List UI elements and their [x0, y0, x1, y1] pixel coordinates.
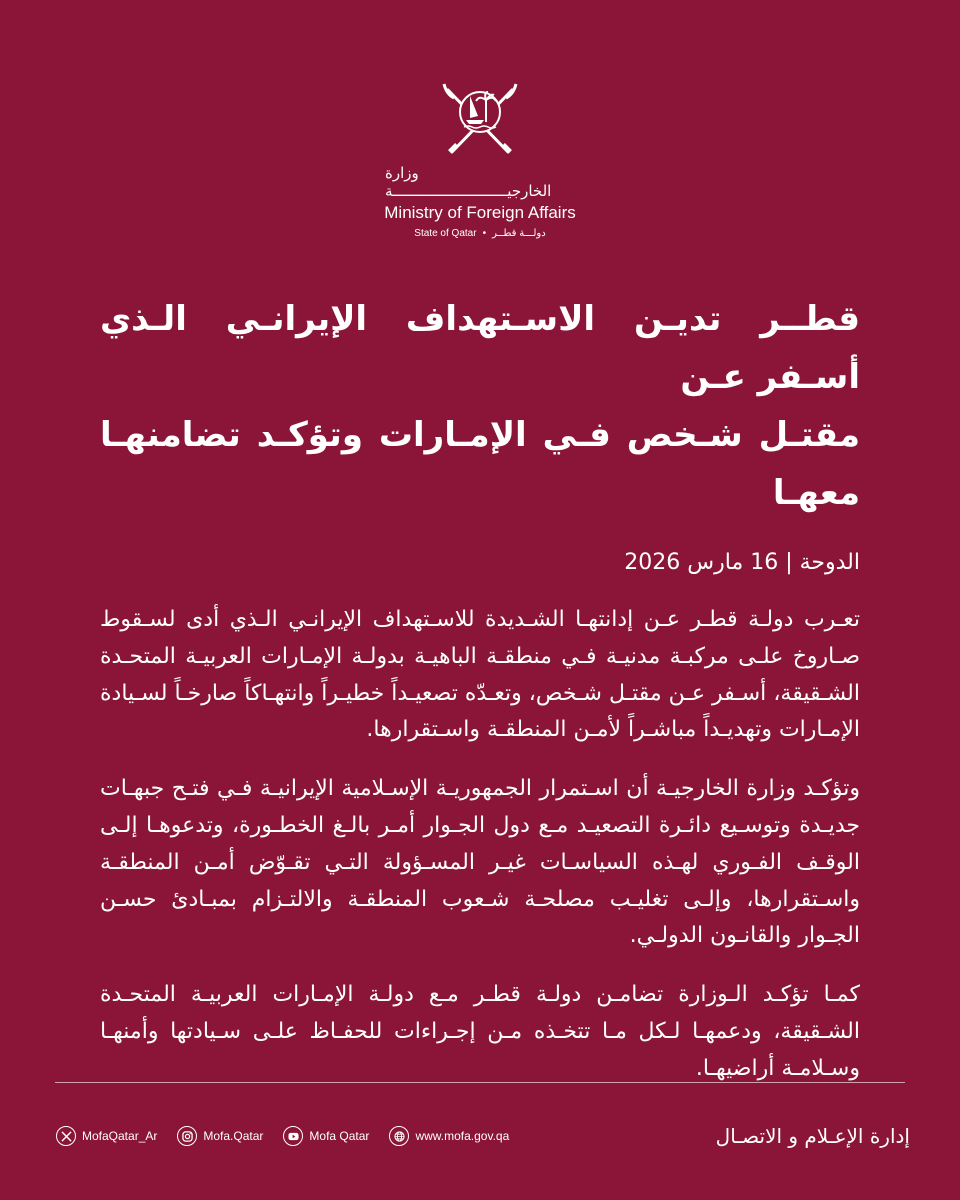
- footer-divider: [55, 1082, 905, 1083]
- headline-line-2: مقتـل شـخص فـي الإمـارات وتؤكـد تضامنهـا معهـا: [100, 415, 860, 513]
- instagram-link-label: Mofa.Qatar: [203, 1129, 264, 1143]
- press-release: [100, 290, 860, 1110]
- x-icon: [56, 1126, 76, 1146]
- paragraph-1: تعـرب دولـة قطـر عـن إدانتهـا الشـديدة للاسـتهداف الإيرانـي الـذي أدى لسـقوط صـاروخ علـى مركبـة مدنيـة فـي منطقـة الباهيـة بدولـة الإمـارات العربيـة المتحـدة الشـقيقة، أسـفر عـن مقتـل شـخص، وتعـدّه تصعيـداً خطيـراً وانتهـاكاً صارخـاً لسـيادة الإمـارات وتهديـداً مباشـراً لأمـن المنطقـة واسـتقرارها.: [100, 607, 860, 743]
- youtube-link[interactable]: [283, 1126, 369, 1146]
- paragraph-2: وتؤكـد وزارة الخارجيـة أن اسـتمرار الجمهوريـة الإسـلامية الإيرانيـة فـي فتـح جبهـات جديـدة وتوسـيع دائـرة التصعيـد مـع دول الجـوار أمـر بالـغ الخطـورة، وتدعوهـا إلـى الوقـف الفـوري لهـذه السياسـات غيـر المسـؤولة التـي تقـوّض أمـن المنطقـة واسـتقرارها، وإلـى تغليـب مصلحـة شـعوب المنطقـة والالتـزام بمبـادئ حسـن الجـوار والقانـون الدولـي.: [100, 776, 860, 949]
- qatar-emblem-icon: [440, 70, 520, 160]
- youtube-icon: [283, 1126, 303, 1146]
- headline: [100, 290, 860, 522]
- youtube-link-label: Mofa Qatar: [309, 1129, 370, 1143]
- headline-line-1: قطــر تديـن الاسـتهداف الإيرانـي الـذي أسـفر عـن: [100, 299, 860, 397]
- department-name: إدارة الإعـلام و الاتصـال: [715, 1124, 910, 1148]
- ministry-name-english: Ministry of Foreign Affairs: [384, 203, 576, 222]
- website-link-label: www.mofa.gov.qa: [415, 1129, 510, 1143]
- state-separator: •: [482, 228, 487, 239]
- instagram-link[interactable]: [177, 1126, 263, 1146]
- ministry-header: [0, 70, 960, 239]
- instagram-icon: [177, 1126, 197, 1146]
- ministry-name-arabic: وزارة الخارجيــــــــــــــــــــــــــة: [385, 164, 552, 200]
- website-link[interactable]: [389, 1126, 509, 1146]
- x-link[interactable]: [56, 1126, 157, 1146]
- state-line: [414, 228, 545, 239]
- globe-icon: [389, 1126, 409, 1146]
- dateline: الدوحة | 16 مارس 2026: [624, 550, 860, 575]
- state-name-english: State of Qatar: [414, 228, 477, 239]
- x-link-label: MofaQatar_Ar: [82, 1129, 158, 1143]
- social-links: [56, 1126, 509, 1146]
- paragraph-3: كمـا تؤكـد الـوزارة تضامـن دولـة قطـر مـع دولـة الإمـارات العربيـة المتحـدة الشـقيقة، ودعمهـا لـكل مـا تتخـذه مـن إجـراءات للحفـاظ علـى سـيادتها وأمنهـا وسـلامـة أراضيهـا.: [100, 982, 860, 1081]
- state-name-arabic: دولـــة قطــر: [492, 228, 546, 239]
